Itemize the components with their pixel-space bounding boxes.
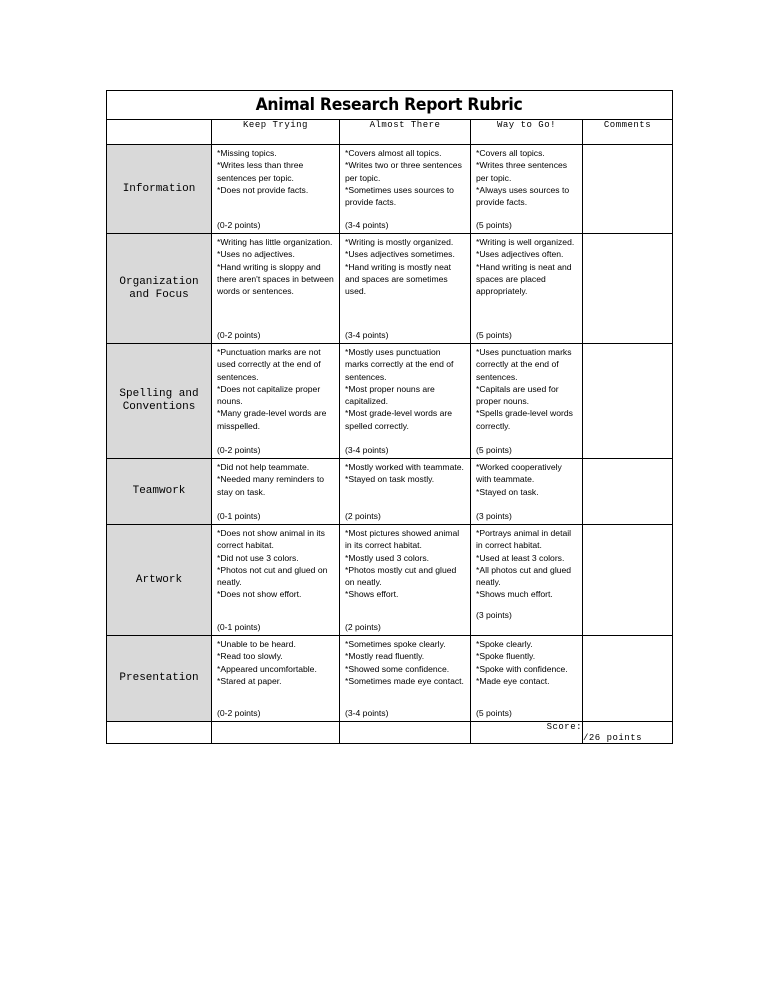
cell-points: (0-2 points) (217, 444, 261, 455)
cell-line: *Mostly used 3 colors. (345, 552, 430, 563)
cell-line: *Sometimes spoke clearly. (345, 639, 446, 649)
cell-points: (5 points) (476, 707, 512, 718)
criterion-label: Information (122, 182, 196, 195)
cell-line: *Stared at paper. (217, 675, 282, 686)
cell-line: *Did not use 3 colors. (217, 552, 299, 563)
comment-cell[interactable] (583, 525, 673, 636)
rubric-cell (340, 234, 471, 344)
cell-description (471, 234, 582, 297)
cell-description (212, 525, 339, 601)
cell-points: (2 points) (345, 621, 381, 632)
header-almost-there: Almost There (340, 120, 471, 145)
cell-line: *Sometimes made eye contact. (345, 675, 464, 686)
rubric-cell (471, 145, 583, 234)
cell-line: *Most pictures showed animal in its correct habitat. (345, 528, 460, 551)
rubric-cell (471, 459, 583, 525)
cell-points: (3-4 points) (345, 329, 389, 340)
cell-line: *Showed some confidence. (345, 663, 450, 674)
cell-description (212, 234, 339, 297)
cell-points: (0-2 points) (217, 329, 261, 340)
cell-line: *Punctuation marks are not used correctly at the end of sentences. (217, 347, 321, 382)
cell-description (340, 344, 470, 432)
cell-line: *Does not show animal in its correct habitat. (217, 528, 325, 551)
score-label: Score: (471, 722, 583, 744)
cell-line: *Hand writing is sloppy and there aren't spaces in between words or sentences. (217, 261, 334, 297)
score-row (107, 722, 673, 744)
cell-line: *Appeared uncomfortable. (217, 663, 317, 674)
comment-cell[interactable] (583, 145, 673, 234)
rubric-body (107, 145, 673, 722)
cell-points: (0-2 points) (217, 707, 261, 718)
cell-line: *Covers almost all topics. (345, 148, 442, 158)
cell-line: *Spells grade-level words correctly. (476, 408, 573, 431)
cell-line: *Photos not cut and glued on neatly. (217, 564, 328, 588)
cell-description (212, 145, 339, 196)
cell-description (340, 145, 470, 208)
header-comments: Comments (583, 120, 673, 145)
cell-description (212, 344, 339, 432)
cell-line: *Many grade-level words are misspelled. (217, 408, 327, 431)
criterion-label: Organization (119, 275, 199, 288)
cell-line: *Writes three sentences per topic. (476, 160, 568, 183)
rubric-row (107, 145, 673, 234)
criterion-cell (107, 636, 212, 722)
cell-description (212, 459, 339, 498)
cell-line: *Does not provide facts. (217, 184, 309, 195)
score-blank-2 (212, 722, 340, 744)
title-cell (107, 91, 673, 120)
cell-line: *Hand writing is mostly neat and spaces are sometimes used. (345, 261, 452, 297)
rubric-cell (340, 636, 471, 722)
cell-line: *Mostly uses punctuation marks correctly at the end of sentences. (345, 347, 454, 382)
cell-line: *Uses no adjectives. (217, 249, 295, 260)
rubric-row (107, 636, 673, 722)
cell-line: *Hand writing is neat and spaces are placed appropriately. (476, 261, 572, 297)
criterion-label: Teamwork (132, 485, 186, 497)
score-total: /26 points (583, 722, 673, 744)
cell-points: (3 points) (476, 510, 512, 521)
cell-points: (3-4 points) (345, 707, 389, 718)
header-blank (107, 120, 212, 145)
criterion-label: Spelling and (119, 388, 199, 400)
cell-line: *Mostly read fluently. (345, 651, 425, 662)
criterion-cell (107, 234, 212, 344)
header-way-to-go: Way to Go! (471, 120, 583, 145)
criterion-cell (107, 344, 212, 459)
cell-line: *Does not show effort. (217, 589, 302, 600)
cell-description (471, 145, 582, 208)
cell-description (471, 525, 582, 601)
criterion-label: Presentation (119, 672, 199, 684)
score-blank-3 (340, 722, 471, 744)
rubric-cell (471, 234, 583, 344)
cell-line: *Used at least 3 colors. (476, 552, 565, 563)
comment-cell[interactable] (583, 344, 673, 459)
score-blank-1 (107, 722, 212, 744)
cell-points: (3-4 points) (345, 444, 389, 455)
cell-line: *Did not help teammate. (217, 462, 310, 472)
comment-cell[interactable] (583, 459, 673, 525)
rubric-title: Animal Research Report Rubric (256, 95, 523, 115)
cell-points: (3-4 points) (345, 219, 389, 230)
comment-cell[interactable] (583, 234, 673, 344)
cell-line: *Photos mostly cut and glued on neatly. (345, 564, 457, 588)
cell-line: *Uses adjectives sometimes. (345, 249, 455, 260)
criterion-cell (107, 459, 212, 525)
rubric-cell (340, 145, 471, 234)
cell-description (340, 459, 470, 486)
rubric-table (106, 90, 673, 744)
rubric-row (107, 459, 673, 525)
cell-line: *Does not capitalize proper nouns. (217, 383, 321, 407)
cell-line: *All photos cut and glued neatly. (476, 564, 572, 588)
cell-line: *Most proper nouns are capitalized. (345, 383, 435, 407)
cell-line: *Sometimes uses sources to provide facts. (345, 184, 454, 208)
cell-line: *Writes less than three sentences per topic. (217, 160, 304, 183)
cell-line: *Writing is well organized. (476, 237, 575, 247)
cell-line: *Worked cooperatively with teammate. (476, 462, 562, 485)
cell-line: *Read too slowly. (217, 651, 283, 662)
cell-line: *Writing has little organization. (217, 237, 333, 247)
cell-description (340, 525, 470, 601)
rubric-cell (471, 525, 583, 636)
cell-points: (2 points) (345, 510, 381, 521)
cell-line: *Missing topics. (217, 148, 277, 158)
cell-description (471, 459, 582, 498)
rubric-cell (212, 459, 340, 525)
rubric-row (107, 344, 673, 459)
cell-line: *Covers all topics. (476, 148, 545, 158)
cell-line: *Always uses sources to provide facts. (476, 184, 570, 208)
cell-line: *Capitals are used for proper nouns. (476, 383, 559, 407)
criterion-cell (107, 145, 212, 234)
rubric-cell (212, 234, 340, 344)
cell-line: *Shows effort. (345, 589, 399, 600)
cell-line: *Spoke fluently. (476, 651, 536, 662)
cell-description (340, 636, 470, 687)
rubric-cell (471, 344, 583, 459)
cell-line: *Stayed on task mostly. (345, 474, 435, 485)
criterion-label: and Focus (129, 288, 189, 301)
cell-line: *Shows much effort. (476, 589, 553, 600)
cell-description (340, 234, 470, 297)
rubric-cell (212, 525, 340, 636)
cell-points: (5 points) (476, 444, 512, 455)
rubric-cell (340, 525, 471, 636)
rubric-cell (212, 344, 340, 459)
cell-points: (0-1 points) (217, 621, 261, 632)
cell-line: *Writes two or three sentences per topic. (345, 160, 462, 183)
cell-points: (5 points) (476, 219, 512, 230)
header-row (107, 120, 673, 145)
cell-line: *Writing is mostly organized. (345, 237, 454, 247)
cell-points: (0-1 points) (217, 510, 261, 521)
cell-line: *Mostly worked with teammate. (345, 462, 464, 472)
rubric-cell (340, 344, 471, 459)
cell-line: *Made eye contact. (476, 675, 550, 686)
cell-line: *Portrays animal in detail in correct habitat. (476, 528, 572, 551)
cell-points: (5 points) (476, 329, 512, 340)
rubric-cell (471, 636, 583, 722)
cell-line: *Stayed on task. (476, 486, 539, 497)
cell-points: (0-2 points) (217, 219, 261, 230)
cell-description (212, 636, 339, 687)
cell-description (471, 636, 582, 687)
title-row (107, 91, 673, 120)
cell-line: *Most grade-level words are spelled correctly. (345, 408, 452, 431)
cell-line: *Spoke with confidence. (476, 663, 568, 674)
cell-line: *Uses adjectives often. (476, 249, 564, 260)
criterion-cell (107, 525, 212, 636)
cell-line: *Spoke clearly. (476, 639, 533, 649)
cell-line: *Needed many reminders to stay on task. (217, 474, 324, 497)
rubric-row (107, 234, 673, 344)
rubric-row (107, 525, 673, 636)
criterion-label: Artwork (135, 573, 183, 586)
cell-line: *Uses punctuation marks correctly at the end of sentences. (476, 347, 572, 382)
rubric-cell (212, 145, 340, 234)
cell-line: *Unable to be heard. (217, 639, 296, 649)
criterion-label: Conventions (122, 401, 196, 413)
rubric-cell (340, 459, 471, 525)
rubric-cell (212, 636, 340, 722)
cell-description (471, 344, 582, 432)
header-keep-trying: Keep Trying (212, 120, 340, 145)
comment-cell[interactable] (583, 636, 673, 722)
cell-points: (3 points) (476, 609, 512, 620)
